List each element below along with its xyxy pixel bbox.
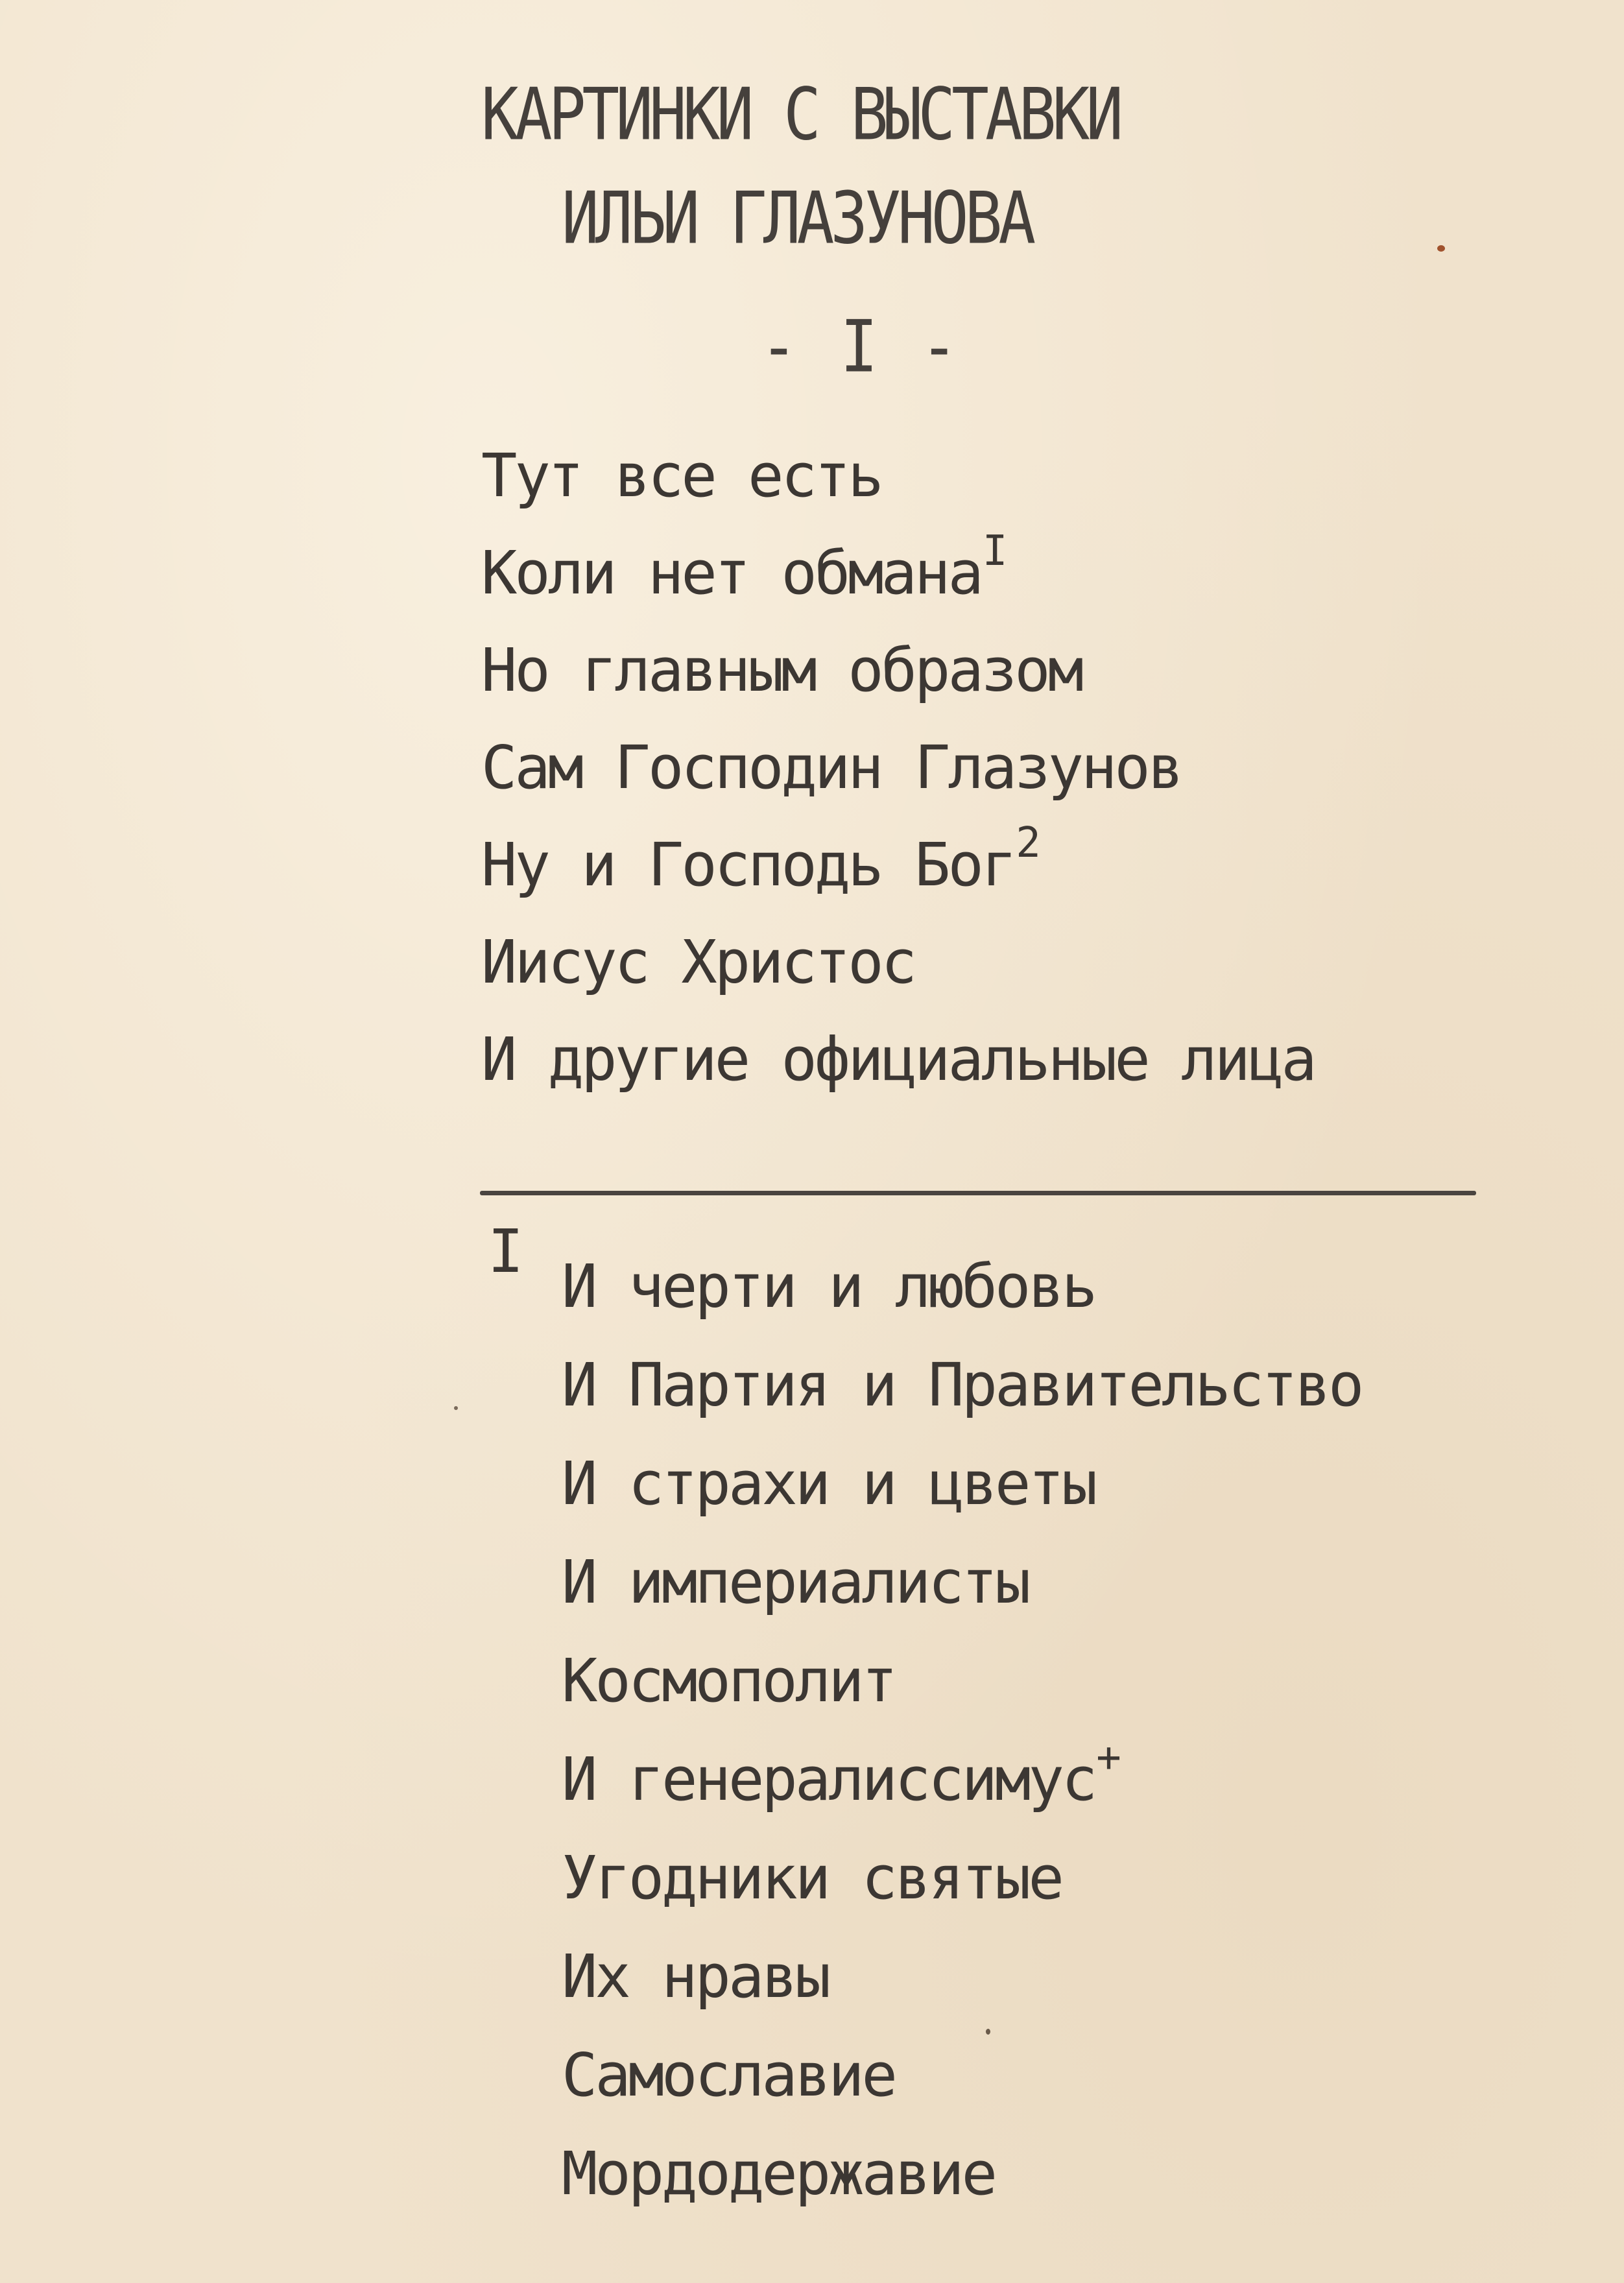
footnote-line-text: Их нравы	[562, 1942, 829, 2011]
footnote-line	[562, 1646, 895, 1715]
footnote-line	[562, 1252, 1095, 1321]
poem-line	[481, 927, 914, 997]
footnote-line-text: Мордодержавие	[562, 2139, 996, 2208]
footnote-reference: 2	[1016, 819, 1041, 867]
footnote-line	[562, 1843, 1062, 1913]
footnote-line	[562, 1548, 1028, 1617]
poem-line	[481, 1025, 1315, 1094]
footnote-line	[562, 1734, 1121, 1814]
title-line-1: КАРТИНКИ С ВЫСТАВКИ	[481, 73, 1120, 156]
footnote-line	[562, 1449, 1095, 1518]
poem-line-text: Сам Господин Глазунов	[481, 733, 1182, 802]
poem-line	[481, 636, 1081, 705]
footnote-line-text: И генералиссимус	[562, 1745, 1095, 1814]
poem-line-text: Но главным образом	[481, 636, 1081, 705]
paper-speck	[454, 1406, 458, 1410]
footnote-reference: +	[1096, 1734, 1121, 1782]
footnote-line-text: И страхи и цветы	[562, 1449, 1095, 1518]
footnote-line-text: Угодники святые	[562, 1843, 1062, 1913]
poem-line-text: Тут все есть	[481, 441, 881, 510]
footnote-line-text: И империалисты	[562, 1548, 1029, 1617]
footnote-line	[562, 2040, 895, 2110]
footnote-line	[562, 1350, 1361, 1420]
poem-line	[481, 733, 1181, 802]
footnote-separator	[480, 1191, 1476, 1195]
section-number: - I -	[760, 305, 961, 388]
footnote-line-text: Самославие	[562, 2040, 895, 2110]
footnote-line-text: И Партия и Правительство	[562, 1350, 1362, 1420]
poem-line-text: И другие официальные лица	[481, 1025, 1315, 1094]
footnote-marker: I	[488, 1217, 524, 1286]
poem-line-text: Коли нет обмана	[481, 538, 981, 608]
title-line-2: ИЛЬИ ГЛАЗУНОВА	[562, 176, 1033, 260]
footnote-line-text: Космополит	[562, 1646, 895, 1715]
poem-line-text: Ну и Господь Бог	[481, 830, 1015, 900]
paper-speck	[1437, 245, 1445, 252]
paper-speck	[986, 2029, 990, 2035]
poem-line	[481, 527, 1008, 608]
footnote-line-text: И черти и любовь	[562, 1252, 1095, 1321]
footnote-reference: I	[982, 527, 1008, 575]
footnote-line	[562, 2139, 995, 2208]
poem-line	[481, 441, 881, 510]
poem-line-text: Иисус Христос	[481, 927, 915, 997]
footnote-line	[562, 1942, 828, 2011]
poem-line	[481, 819, 1041, 900]
